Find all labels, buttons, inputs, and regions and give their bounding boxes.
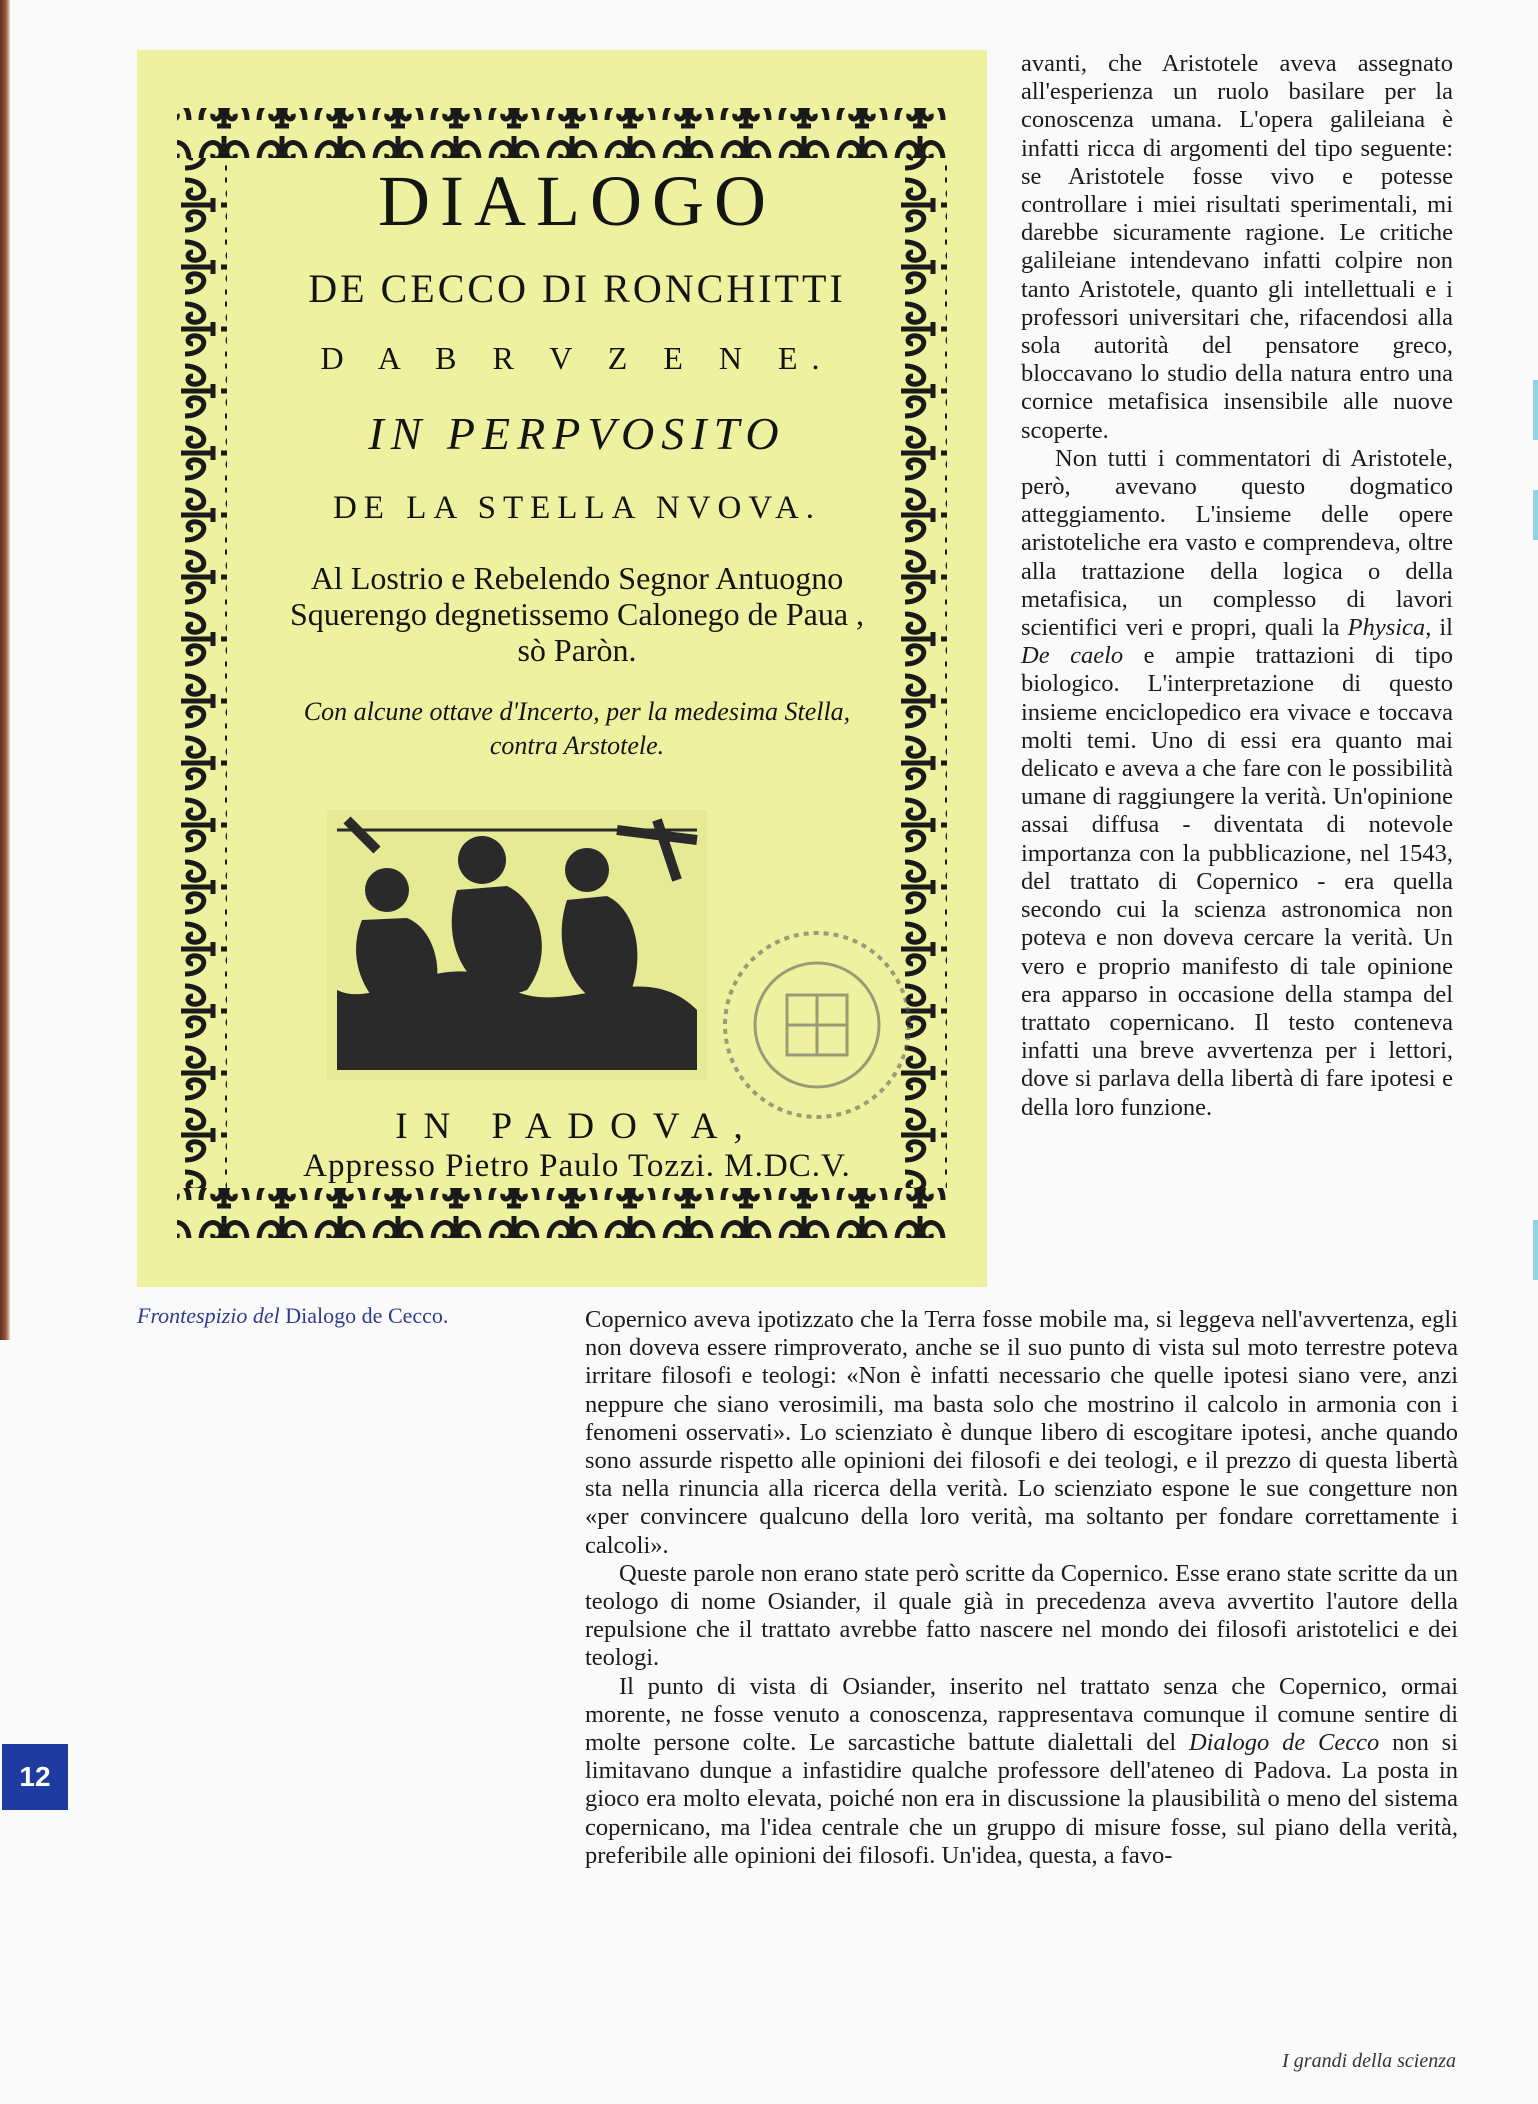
paragraph: [1021, 445, 1453, 1122]
edge-mark: [1533, 380, 1538, 440]
text-run: e ampie trattazioni di tipo biologico. L'interpretazione di questo insieme enciclopedico era vivace e toccava molti temi. Uno di essi era quanto mai delicato e aveva a che fare con le possibilità umane di raggiungere la verità. Un'opinione assai diffusa - diventata di notevole importanza con la pubblicazione, nel 1543, del trattato di Copernico - era quella secondo cui la scienza astronomica non poteva e non doveva cercare la verità. Un vero e proprio manifesto di tale opinione era apparso in occasione della stampa del trattato copernicano. Il testo conteneva infatti una breve avvertenza per i lettori, dove si parlava della libertà di fare ipotesi e della loro funzione.: [1021, 642, 1453, 1121]
paragraph: avanti, che Aristotele aveva assegnato all'esperienza un ruolo basilare per la conoscenza umana. L'opera galileiana è infatti ricca di argomenti del tipo seguente: se Aristotele fosse vivo e potesse controllare i miei risultati sperimentali, mi darebbe sicuramente ragione. Le critiche galileiane intendevano infatti colpire non tanto Aristotele, quanto gli intellettuali e i professori universitari che, rifacendosi alla sola autorità del pensatore greco, bloccavano lo studio della natura entro una cornice metafisica insensibile alle nuove scoperte.: [1021, 50, 1453, 444]
paragraph: [585, 1673, 1458, 1870]
frontispiece-city: IN PADOVA,: [395, 1106, 759, 1147]
paragraph: Copernico aveva ipotizzato che la Terra fosse mobile ma, si leggeva nell'avvertenza, egli non doveva essere rimproverato, anche se il suo punto di vista sul moto terrestre poteva irritare filosofi e teologi: «Non è infatti necessario che quelle ipotesi siano vere, anzi neppure che siano verosimili, ma basta solo che mostrino il calcolo in armonia con i fenomeni osservati». Lo scienziato è dunque libero di escogitare ipotesi, anche quando sono assurde rispetto alle opinioni dei filosofi e dei teologi, e il prezzo di questa libertà sta nella rinuncia alla ricerca della verità. Lo scienziato espone le sue congetture non «per convincere qualcuno della loro verità, ma soltanto per fondare correttamente i calcoli».: [585, 1306, 1458, 1559]
edge-mark: [1533, 490, 1538, 540]
paragraph: Queste parole non erano state però scritte da Copernico. Esse erano state scritte da un teologo di nome Osiander, il quale già in precedenza aveva avvertito l'autore della repulsione che il trattato avrebbe fatto nascere nel mondo dei filosofi aristotelici e dei teologi.: [585, 1559, 1458, 1672]
figure-caption: [137, 1303, 448, 1329]
frontispiece-title: DIALOGO: [378, 161, 776, 241]
caption-italic: Frontespizio del: [137, 1303, 280, 1328]
caption-title: Dialogo de Cecco.: [285, 1303, 449, 1328]
title-de-caelo: De caelo: [1021, 642, 1124, 670]
bottom-column: [585, 1306, 1458, 1870]
text-run: , il: [1425, 614, 1453, 642]
binding-edge: [0, 0, 10, 1340]
frontispiece-subtitle: DE CECCO DI RONCHITTI: [308, 266, 846, 311]
edge-mark: [1533, 1220, 1538, 1280]
running-footer: I grandi della scienza: [1282, 2050, 1456, 2072]
text-run: non si limitavano dunque a infastidire qualche professore dell'ateneo di Padova. La posta in gioco era molto elevata, poiché non era in discussione la plausibilità o meno del sistema copernicano, ma l'idea centrale che un gruppo di misure fosse, sul piano della verità, preferibile alle opinioni dei filosofi. Un'idea, questa, a favo-: [585, 1729, 1458, 1869]
frontispiece-ottave: Con alcune ottave d'Incerto, per la medesima Stella, contra Arstotele.: [303, 697, 851, 760]
frontispiece-dedication: Al Lostrio e Rebelendo Segnor Antuogno Squerengo degnetissemo Calonego de Paua , sò Paròn.: [289, 560, 865, 668]
right-column: [1021, 50, 1453, 1122]
frontispiece-image: [137, 50, 987, 1287]
text-run: Non tutti i commentatori di Aristotele, però, avevano questo dogmatico atteggiamento. L'insieme delle opere aristoteliche era vasto e comprendeva, oltre alla trattazione della logica o della metafisica, un complesso di lavori scientifici veri e propri, quali la: [1021, 444, 1453, 642]
title-dialogo: Dialogo de Cecco: [1188, 1729, 1380, 1757]
frontispiece-stella: DE LA STELLA NVOVA.: [332, 490, 822, 526]
frontispiece-perpuosito: IN PERPVOSITO: [368, 408, 786, 459]
text-run: Il punto di vista di Osiander, inserito nel trattato senza che Copernico, ormai morente, ne fosse venuto a conoscenza, rappresentava comunque il comune sentire di molte persone colte. Le sarcastiche battute dialettali del: [585, 1672, 1458, 1757]
page-number: 12: [2, 1744, 68, 1810]
title-physica: Physica: [1347, 614, 1426, 642]
frontispiece-origin: D A B R V Z E N E.: [320, 340, 834, 376]
frontispiece-printer: Appresso Pietro Paulo Tozzi. M.DC.V.: [303, 1148, 851, 1184]
library-stamp: [725, 933, 909, 1117]
woodcut-illustration: [327, 810, 707, 1080]
